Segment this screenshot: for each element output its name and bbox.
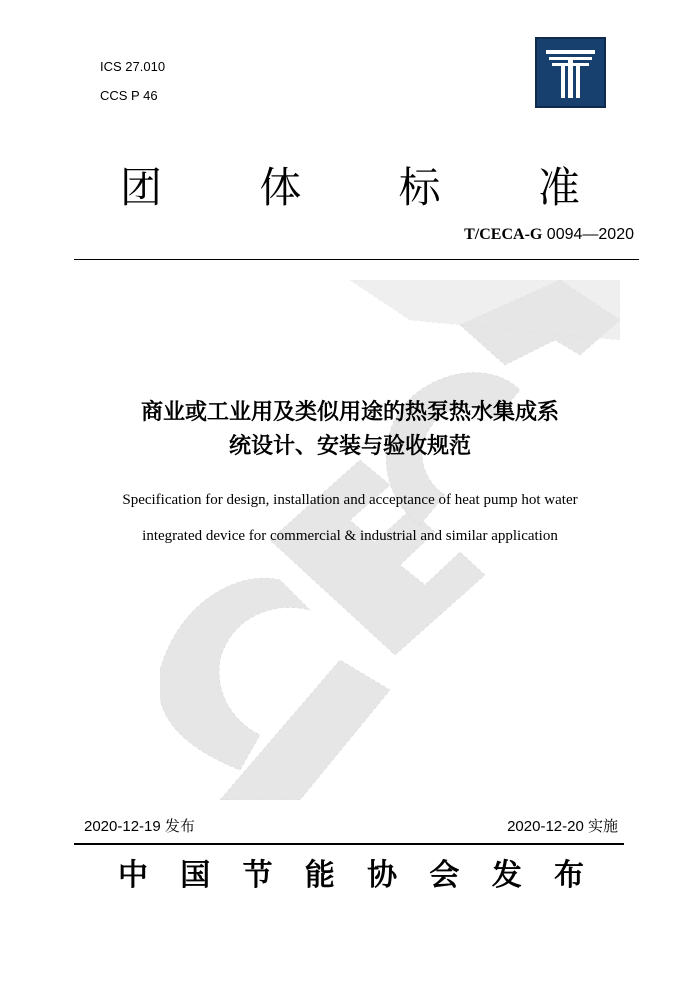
- effective-date: 2020-12-20 实施: [507, 818, 618, 835]
- title-chinese-line: 统设计、安装与验收规范: [228, 434, 471, 459]
- ccs-code: CCS P 46: [100, 88, 158, 103]
- standard-prefix: T/CECA-G: [464, 226, 543, 243]
- ceca-logo-icon: [535, 37, 606, 108]
- publisher-char: 能: [304, 858, 335, 893]
- standard-number: [464, 226, 634, 244]
- standard-code: 0094—2020: [542, 226, 634, 243]
- doc-type-char: 准: [537, 163, 580, 212]
- title-english-line: Specification for design, installation and acceptance of heat pump hot water: [122, 492, 578, 508]
- publish-date: 2020-12-19 发布: [84, 818, 195, 835]
- header-divider: [74, 259, 639, 260]
- doc-type-char: 团: [120, 163, 163, 212]
- publisher-char: 布: [553, 858, 584, 893]
- title-english-line: integrated device for commercial & industrial and similar application: [142, 528, 558, 544]
- footer-divider: [74, 843, 624, 845]
- document-type-heading: [120, 155, 580, 215]
- publisher-char: 节: [242, 858, 273, 893]
- doc-type-char: 标: [398, 163, 441, 212]
- doc-type-char: 体: [259, 163, 302, 212]
- publisher: [118, 850, 584, 894]
- title-chinese: [60, 396, 640, 464]
- title-chinese-line: 商业或工业用及类似用途的热泵热水集成系: [140, 400, 559, 425]
- title-english: [60, 482, 640, 554]
- publisher-char: 国: [180, 858, 211, 893]
- publisher-char: 中: [118, 858, 148, 893]
- publisher-char: 会: [429, 858, 460, 893]
- publisher-char: 发: [491, 858, 522, 893]
- ics-code: ICS 27.010: [100, 59, 166, 74]
- classification-codes: [100, 52, 165, 110]
- publisher-char: 协: [367, 858, 398, 893]
